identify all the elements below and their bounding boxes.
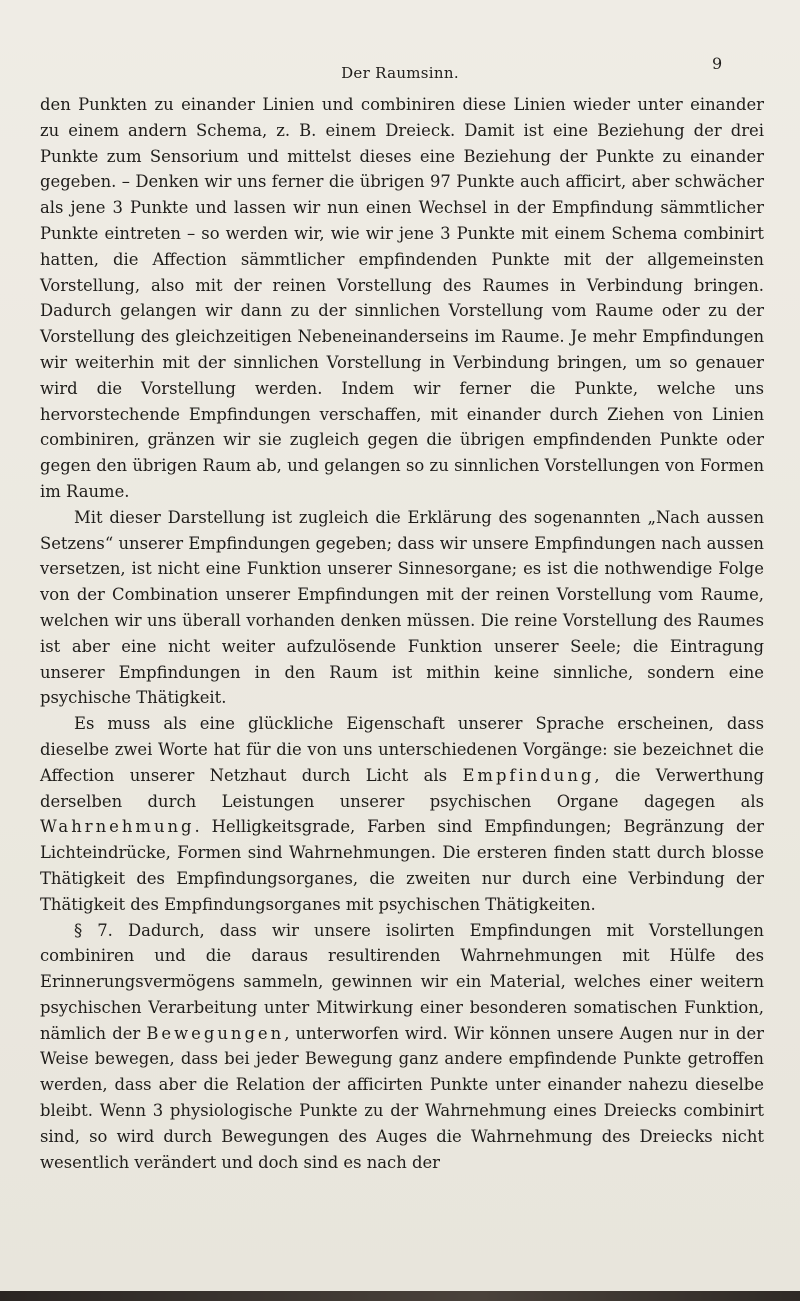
paragraph-text: § 7. Dadurch, dass wir unsere isolirten Empfindungen mit Vorstellungen combiniren und die daraus resultirenden Wahrnehmungen mit Hülfe des Erinnerungsvermögens sammeln, gewinnen wir ein Material, welches einer weitern psychischen Verarbeitung unter Mitwirkung einer besonderen somatischen Funktion, nämlich der (40, 920, 764, 1043)
paragraph-2 (40, 505, 764, 711)
spaced-term-wahrnehmung: Wahrnehmung (40, 817, 195, 837)
paragraph-1 (40, 92, 764, 505)
page-number: 9 (712, 54, 723, 73)
spaced-term-bewegungen: Bewegungen (146, 1023, 285, 1043)
paragraph-4 (40, 918, 764, 1176)
paragraph-text: Es muss als eine glückliche Eigenschaft unserer Sprache erscheinen, dass dieselbe zwei Worte hat für die von uns unterschiedenen Vorgänge: sie bezeichnet die Affection unserer Netzhaut durch Licht als (40, 714, 764, 785)
paragraph-text: den Punkten zu einander Linien und combiniren diese Linien wieder unter einander zu einem andern Schema, z. B. einem Dreieck. Damit ist eine Beziehung der drei Punkte zum Sensorium und mittelst dieses eine Beziehung der Punkte zu einander gegeben. – Denken wir uns ferner die übrigen 97 Punkte auch afficirt, aber schwächer als jene 3 Punkte und lassen wir nun einen Wechsel in der Empfindung sämmtlicher Punkte eintreten – so werden wir, wie wir jene 3 Punkte mit einem Schema combinirt hatten, die Affection sämmtlicher empfindenden Punkte mit der allgemeinsten Vorstellung, also mit der reinen Vorstellung des Raumes in Verbindung bringen. Dadurch gelangen wir dann zu der sinnlichen Vorstellung vom Raume oder zu der Vorstellung des gleichzeitigen Nebeneinanderseins im Raume. Je mehr Empfindungen wir weiterhin mit der sinnlichen Vorstellung in Verbindung bringen, um so genauer wird die Vorstellung werden. Indem wir ferner die Punkte, welche uns hervorstechende Empfindungen verschaffen, mit einander durch Ziehen von Linien combiniren, gränzen wir sie zugleich gegen die übrigen empfindenden Punkte oder gegen den übrigen Raum ab, und gelangen so zu sinnlichen Vorstellungen von Formen im Raume. (40, 95, 764, 501)
paragraph-text: , die Verwerthung derselben durch Leistungen unserer psychischen Organe dagegen als (40, 765, 764, 811)
paragraph-text: Mit dieser Darstellung ist zugleich die Erklärung des sogenannten „Nach aussen Setzens“ unserer Empfindungen gegeben; dass wir unsere Empfindungen nach aussen versetzen, ist nicht eine Funktion unserer Sinnesorgane; es ist die nothwendige Folge von der Combination unserer Empfindungen mit der reinen Vorstellung vom Raume, welchen wir uns überall vorhanden denken müssen. Die reine Vorstellung des Raumes ist aber eine nicht weiter aufzulösende Funktion unserer Seele; die Eintragung unserer Empfindungen in den Raum ist mithin keine sinnliche, sondern eine psychische Thätigkeit. (40, 507, 764, 708)
paragraph-text: . Helligkeitsgrade, Farben sind Empfindungen; Begränzung der Lichteindrücke, Formen sind Wahrnehmungen. Die ersteren finden statt durch blosse Thätigkeit des Empfindungsorganes, die zweiten nur durch eine Verbindung der Thätigkeit des Empfindungsorganes mit psychischen Thätigkeiten. (40, 817, 764, 914)
body-text (40, 92, 764, 1175)
spaced-term-empfindung: Empfindung (462, 765, 595, 785)
running-title: Der Raumsinn. (341, 64, 459, 82)
paragraph-text: , unterworfen wird. Wir können unsere Augen nur in der Weise bewegen, dass bei jeder Bewegung ganz andere empfindende Punkte getroffen werden, dass aber die Relation der afficirten Punkte unter einander nahezu dieselbe bleibt. Wenn 3 physiologische Punkte zu der Wahrnehmung eines Dreiecks combinirt sind, so wird durch Bewegungen des Auges die Wahrnehmung des Dreiecks nicht wesentlich verändert und doch sind es nach der (40, 1023, 764, 1172)
paragraph-3 (40, 711, 764, 917)
page-edge-shadow (0, 1291, 800, 1301)
